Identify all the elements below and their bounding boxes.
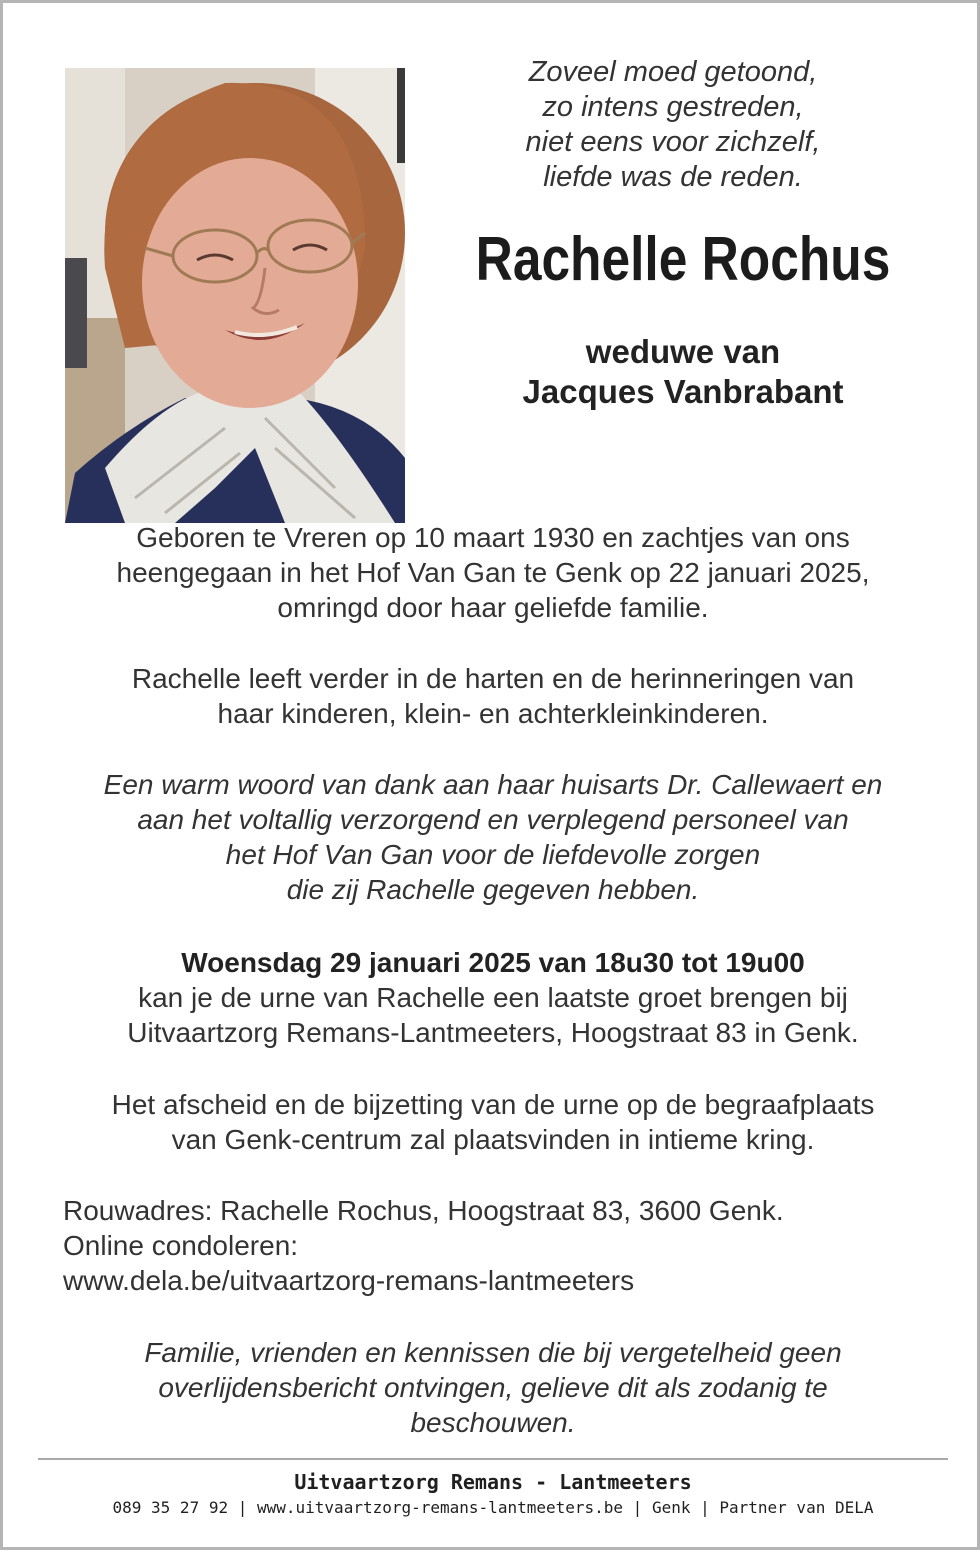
text-line: heengegaan in het Hof Van Gan te Genk op 22 januari 2025, — [116, 557, 870, 588]
poem-line: liefde was de reden. — [543, 161, 803, 193]
text-line: Een warm woord van dank aan haar huisarts Dr. Callewaert en — [103, 769, 883, 800]
text-line: Geboren te Vreren op 10 maart 1930 en zachtjes van ons — [136, 522, 850, 553]
spouse-relation: weduwe van — [585, 333, 781, 370]
portrait-image — [65, 68, 405, 523]
footer-divider — [38, 1458, 948, 1460]
footer-company: Uitvaartzorg Remans - Lantmeeters — [294, 1470, 692, 1494]
text-line: aan het voltallig verzorgend en verplegend personeel van — [137, 804, 849, 835]
farewell-paragraph — [33, 1087, 953, 1157]
deceased-name: Rachelle Rochus — [475, 225, 891, 294]
text-line: overlijdensbericht ontvingen, gelieve dit als zodanig te — [158, 1372, 828, 1403]
memory-paragraph — [33, 661, 953, 731]
text-line: die zij Rachelle gegeven hebben. — [286, 874, 700, 905]
text-line: Het afscheid en de bijzetting van de urne op de begraafplaats — [111, 1089, 875, 1120]
text-line: Rachelle leeft verder in de harten en de herinneringen van — [131, 663, 855, 694]
viewing-paragraph — [33, 945, 953, 1050]
text-line: kan je de urne van Rachelle een laatste groet brengen bij — [138, 982, 848, 1013]
condolence-label: Online condoleren: — [63, 1230, 299, 1261]
poem — [443, 55, 903, 195]
text-line: Familie, vrienden en kennissen die bij vergetelheid geen — [144, 1337, 842, 1368]
condolence-url: www.dela.be/uitvaartzorg-remans-lantmeeters — [63, 1265, 635, 1296]
poem-line: niet eens voor zichzelf, — [525, 126, 821, 158]
poem-line: Zoveel moed getoond, — [528, 56, 818, 88]
viewing-date: Woensdag 29 januari 2025 van 18u30 tot 19u00 — [181, 947, 805, 978]
closing-note — [33, 1335, 953, 1440]
text-line: omringd door haar geliefde familie. — [277, 592, 709, 623]
address-block — [63, 1193, 943, 1298]
text-line: beschouwen. — [410, 1407, 576, 1438]
birth-death-paragraph — [33, 520, 953, 625]
thanks-paragraph — [33, 767, 953, 907]
portrait-photo — [65, 68, 405, 523]
text-line: haar kinderen, klein- en achterkleinkinderen. — [217, 698, 769, 729]
spouse-name: Jacques Vanbrabant — [522, 373, 844, 410]
mourning-address: Rouwadres: Rachelle Rochus, Hoogstraat 83, 3600 Genk. — [63, 1195, 784, 1226]
poem-line: zo intens gestreden, — [542, 91, 804, 123]
text-line: het Hof Van Gan voor de liefdevolle zorgen — [225, 839, 761, 870]
footer-contact-info: 089 35 27 92 | www.uitvaartzorg-remans-lantmeeters.be | Genk | Partner van DELA — [112, 1498, 874, 1517]
text-line: Uitvaartzorg Remans-Lantmeeters, Hoogstraat 83 in Genk. — [127, 1017, 859, 1048]
spouse-block — [433, 332, 933, 412]
text-line: van Genk-centrum zal plaatsvinden in intieme kring. — [171, 1124, 815, 1155]
